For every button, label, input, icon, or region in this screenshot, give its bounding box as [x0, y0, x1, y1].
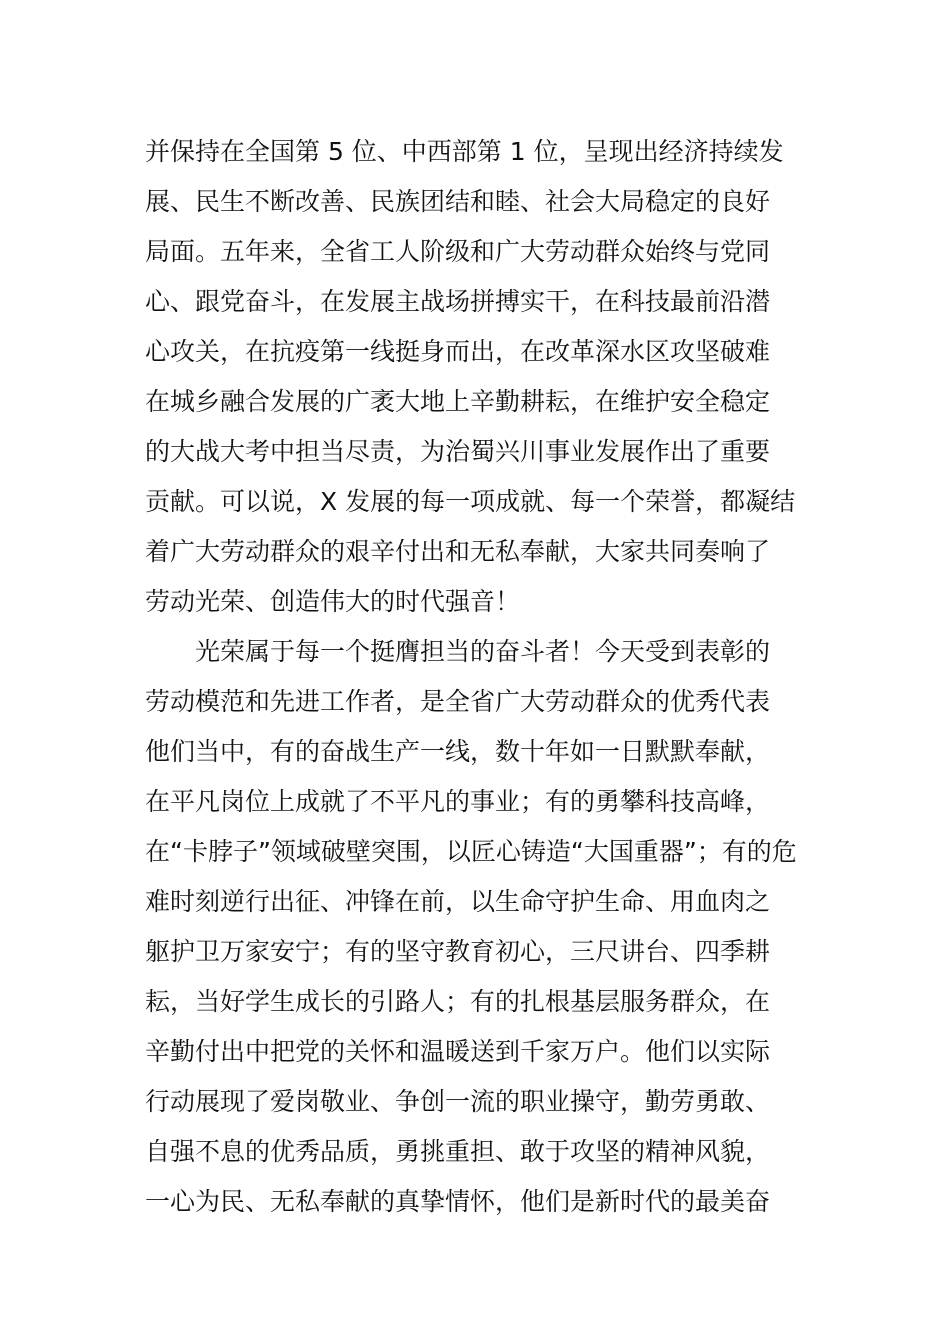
text-line: 自强不息的优秀品质，勇挑重担、敢于攻坚的精神风貌， — [145, 1137, 771, 1166]
text-line: 在平凡岗位上成就了不平凡的事业；有的勇攀科技高峰， — [145, 787, 771, 816]
text-line: 在城乡融合发展的广袤大地上辛勤耕耘，在维护安全稳定 — [145, 387, 771, 416]
text-line: 心攻关，在抗疫第一线挺身而出，在改革深水区攻坚破难 — [145, 337, 771, 366]
text-line: 他们当中，有的奋战生产一线，数十年如一日默默奉献， — [145, 737, 771, 766]
text-line: 局面。五年来，全省工人阶级和广大劳动群众始终与党同 — [145, 237, 771, 266]
body-text — [145, 127, 825, 1227]
text-line: 劳动模范和先进工作者，是全省广大劳动群众的优秀代表 — [145, 687, 771, 716]
text-line: 的大战大考中担当尽责，为治蜀兴川事业发展作出了重要 — [145, 437, 771, 466]
text-line: 心、跟党奋斗，在发展主战场拼搏实干，在科技最前沿潜 — [145, 287, 771, 316]
text-line: 并保持在全国第 5 位、中西部第 1 位，呈现出经济持续发 — [145, 137, 784, 166]
text-line: 在“卡脖子”领域破壁突围，以匠心铸造“大国重器”；有的危 — [145, 837, 797, 866]
text-line: 辛勤付出中把党的关怀和温暖送到千家万户。他们以实际 — [145, 1037, 771, 1066]
text-line: 劳动光荣、创造伟大的时代强音！ — [145, 587, 521, 616]
paragraph-start-line: 光荣属于每一个挺膺担当的奋斗者！今天受到表彰的 — [145, 637, 771, 666]
text-line: 贡献。可以说，X 发展的每一项成就、每一个荣誉，都凝结 — [145, 487, 796, 516]
text-line: 一心为民、无私奉献的真挚情怀，他们是新时代的最美奋 — [145, 1187, 771, 1216]
text-line: 展、民生不断改善、民族团结和睦、社会大局稳定的良好 — [145, 187, 771, 216]
text-line: 着广大劳动群众的艰辛付出和无私奉献，大家共同奏响了 — [145, 537, 771, 566]
text-line: 躯护卫万家安宁；有的坚守教育初心，三尺讲台、四季耕 — [145, 937, 771, 966]
text-line: 行动展现了爱岗敬业、争创一流的职业操守，勤劳勇敢、 — [145, 1087, 771, 1116]
text-line: 难时刻逆行出征、冲锋在前，以生命守护生命、用血肉之 — [145, 887, 771, 916]
text-line: 耘，当好学生成长的引路人；有的扎根基层服务群众，在 — [145, 987, 771, 1016]
